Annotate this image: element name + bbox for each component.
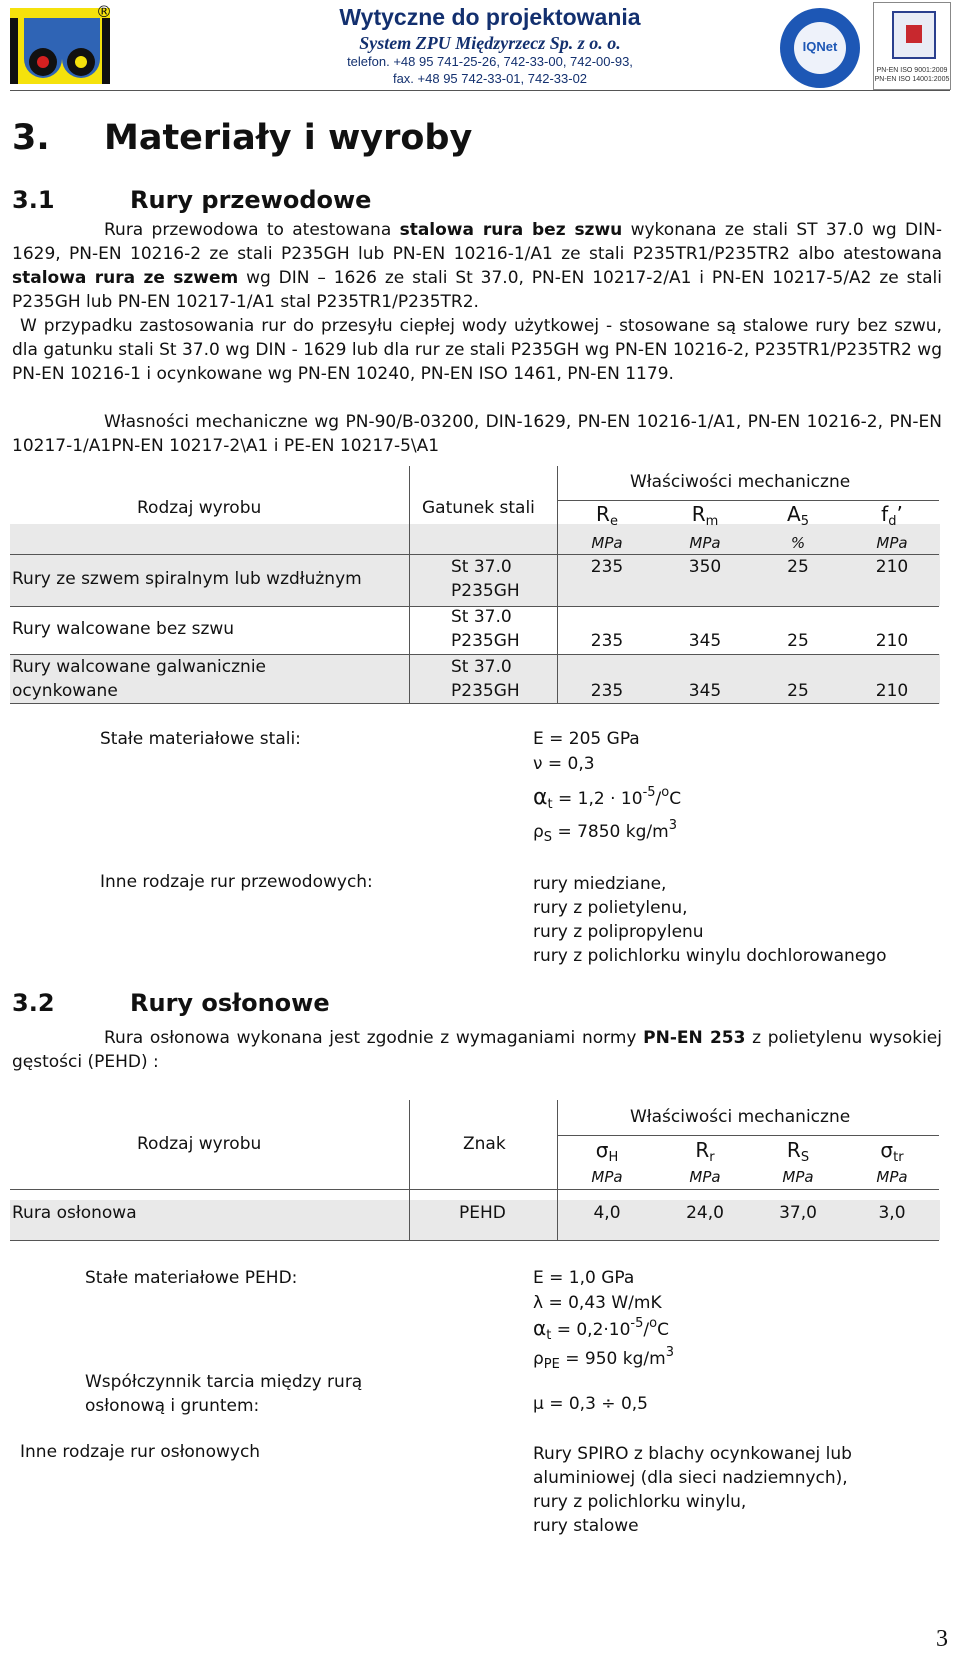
table-row-3-product-line-1: Rury walcowane galwanicznie [12,657,267,677]
friction-label: Współczynnik tarcia między rurą osłonową i gruntem: [85,1372,363,1416]
list-item: rury miedziane, [533,874,667,894]
other-pipes-label: Inne rodzaje rur przewodowych: [100,872,373,892]
steel-modulus: E = 205 GPa [533,729,640,749]
other-casing-list [533,1442,852,1538]
pehd-thermal-expansion: $\alpha_t = 0,2\cdot 10^{-5}/^oC$ [533,1316,669,1343]
table-row-3-grade-2: P235GH [451,681,520,701]
header-phone: telefon. +48 95 741-25-26, 742-33-00, 742-00-93, [347,54,633,69]
iqnet-certificate-badge [780,8,860,88]
col-header-mark: Znak [463,1134,506,1154]
table-row-1-A5: 25 [787,557,809,577]
list-item: aluminiowej (dla sieci nadziemnych), [533,1468,848,1488]
table-row-3-Rm: 345 [688,681,722,701]
symbol-Re: $R_e$ [596,502,618,529]
symbol-sigma-H: $\sigma_H$ [595,1138,619,1165]
table-row-3-grade-1: St 37.0 [451,657,512,677]
table-row-mark: PEHD [459,1203,506,1223]
cert-line-2: PN-EN ISO 14001:2005 [874,76,950,83]
symbol-sigma-tr: $\sigma_{tr}$ [880,1138,904,1165]
table-row-2-product: Rury walcowane bez szwu [12,619,235,639]
friction-value: μ = 0,3 ÷ 0,5 [533,1394,648,1414]
header-fax: fax. +48 95 742-33-01, 742-33-02 [392,71,588,86]
pipe-definition-paragraph: Rura przewodowa to atestowana stalowa rura bez szwu wykonana ze stali ST 37.0 wg DIN-1629, PN-EN 10216-2 ze stali P235GH lub PN-EN 10216-1/A1 ze stali P235TR1/P235TR2 albo atestowana stalowa rura ze szwem wg DIN – 1626 ze stali St 37.0, PN-EN 10217-2/A1 i PN-EN 10217-5/A2 ze stali P235GH lub PN-EN 10217-1/A1 stal P235TR1/P235TR2. [12,220,942,312]
steel-thermal-expansion: $\alpha_t = 1,2 \cdot 10^{-5}/^oC$ [533,785,682,812]
unit-Rr: MPa [689,1168,721,1186]
section-3-1-number: 3.1 [12,186,55,214]
table-row-1-product: Rury ze szwem spiralnym lub wzdłużnym [12,569,362,589]
unit-sigma-tr: MPa [876,1168,908,1186]
section-3-2-title: Rury osłonowe [130,989,330,1017]
col-header-grade: Gatunek stali [422,498,535,518]
table-row-2-Re: 235 [590,631,624,651]
table-row-product: Rura osłonowa [12,1203,137,1223]
unit-Rm: MPa [689,534,721,552]
company-logo [10,8,110,84]
pehd-density: $\rho_{PE} = 950$ $kg/m^3$ [533,1345,674,1372]
table-row-1-grade-2: P235GH [451,581,520,601]
table-row-1-fd: 210 [875,557,909,577]
table-row-1-grade-1: St 37.0 [451,557,512,577]
list-item: rury z polichlorku winylu, [533,1492,747,1512]
header-company: System ZPU Międzyrzecz Sp. z o. o. [359,33,621,53]
table-row-2-Rm: 345 [688,631,722,651]
section-3-number: 3. [12,118,50,158]
steel-density: $\rho_S = 7850$ $kg/m^3$ [533,818,677,845]
unit-sigma-H: MPa [591,1168,623,1186]
symbol-A5: $A_5$ [787,502,809,529]
certificate-emblem-icon [892,11,936,59]
page-number: 3 [936,1626,948,1652]
symbol-RS: $R_S$ [786,1138,810,1165]
symbol-Rr: $R_r$ [695,1138,715,1165]
pehd-conductivity: λ = 0,43 W/mK [533,1293,662,1313]
table-row-Rr: 24,0 [686,1203,724,1223]
hot-water-paragraph: W przypadku zastosowania rur do przesyłu ciepłej wody użytkowej - stosowane są stalowe rury bez szwu, dla gatunku stali St 37.0 wg DIN - 1629 lub dla rur ze stali P235GH wg PN-EN 10216-2, P235TR1/P235TR2 wg PN-EN 10216-1 i ocynkowane wg PN-EN 10240, PN-EN ISO 1461, PN-EN 1179. [12,316,942,384]
table-row-sigma-tr: 3,0 [878,1203,906,1223]
table-row-3-A5: 25 [787,681,809,701]
table-row-2-A5: 25 [787,631,809,651]
table-row-sigma-H: 4,0 [593,1203,621,1223]
other-pipes-list [533,872,886,968]
unit-Re: MPa [591,534,623,552]
list-item: rury stalowe [533,1516,639,1536]
table-row-1-Re: 235 [590,557,624,577]
section-3-2-number: 3.2 [12,989,55,1017]
list-item: Rury SPIRO z blachy ocynkowanej lub [533,1444,852,1464]
steel-constants-label: Stałe materiałowe stali: [100,729,301,749]
list-item: rury z polietylenu, [533,898,688,918]
table-row-3-product-line-2: ocynkowane [12,681,118,701]
pehd-constants-label: Stałe materiałowe PEHD: [85,1268,298,1288]
symbol-fd: $f_d$’ [881,502,903,529]
unit-RS: MPa [782,1168,814,1186]
list-item: rury z polipropylenu [533,922,704,942]
other-casing-label: Inne rodzaje rur osłonowych [20,1442,261,1462]
unit-A5: % [790,534,806,552]
table-row-RS: 37,0 [779,1203,817,1223]
col-header-product: Rodzaj wyrobu [137,1134,262,1154]
symbol-Rm: $R_m$ [691,502,719,529]
table-row-2-fd: 210 [875,631,909,651]
section-3-1-title: Rury przewodowe [130,186,372,214]
quality-certificate-badge [873,2,951,90]
section-3-title: Materiały i wyroby [104,118,473,158]
steel-poisson: ν = 0,3 [533,754,595,774]
list-item: rury z polichlorku winylu dochlorowanego [533,946,887,966]
pehd-modulus: E = 1,0 GPa [533,1268,635,1288]
col-header-product: Rodzaj wyrobu [137,498,262,518]
table-row-2-grade-1: St 37.0 [451,607,512,627]
iqnet-label: IQNet [802,39,838,54]
cert-line-1: PN-EN ISO 9001:2009 [876,67,948,74]
registered-mark: ® [96,2,112,21]
header-title: Wytyczne do projektowania [339,4,641,30]
table-row-2-grade-2: P235GH [451,631,520,651]
col-header-mechanical: Właściwości mechaniczne [630,1107,851,1127]
header-divider [10,90,950,91]
mechanical-standards-paragraph: Własności mechaniczne wg PN-90/B-03200, DIN-1629, PN-EN 10216-1/A1, PN-EN 10216-2, PN-EN 10217-1/A1PN-EN 10217-2\A1 i PE-EN 10217-5\A1 [12,412,942,456]
col-header-mechanical: Właściwości mechaniczne [630,472,851,492]
unit-fd: MPa [876,534,908,552]
table-row-3-Re: 235 [590,681,624,701]
casing-pipe-paragraph: Rura osłonowa wykonana jest zgodnie z wymaganiami normy PN-EN 253 z polietylenu wysokiej gęstości (PEHD) : [12,1028,942,1072]
table-row-3-fd: 210 [875,681,909,701]
table-row-1-Rm: 350 [688,557,722,577]
